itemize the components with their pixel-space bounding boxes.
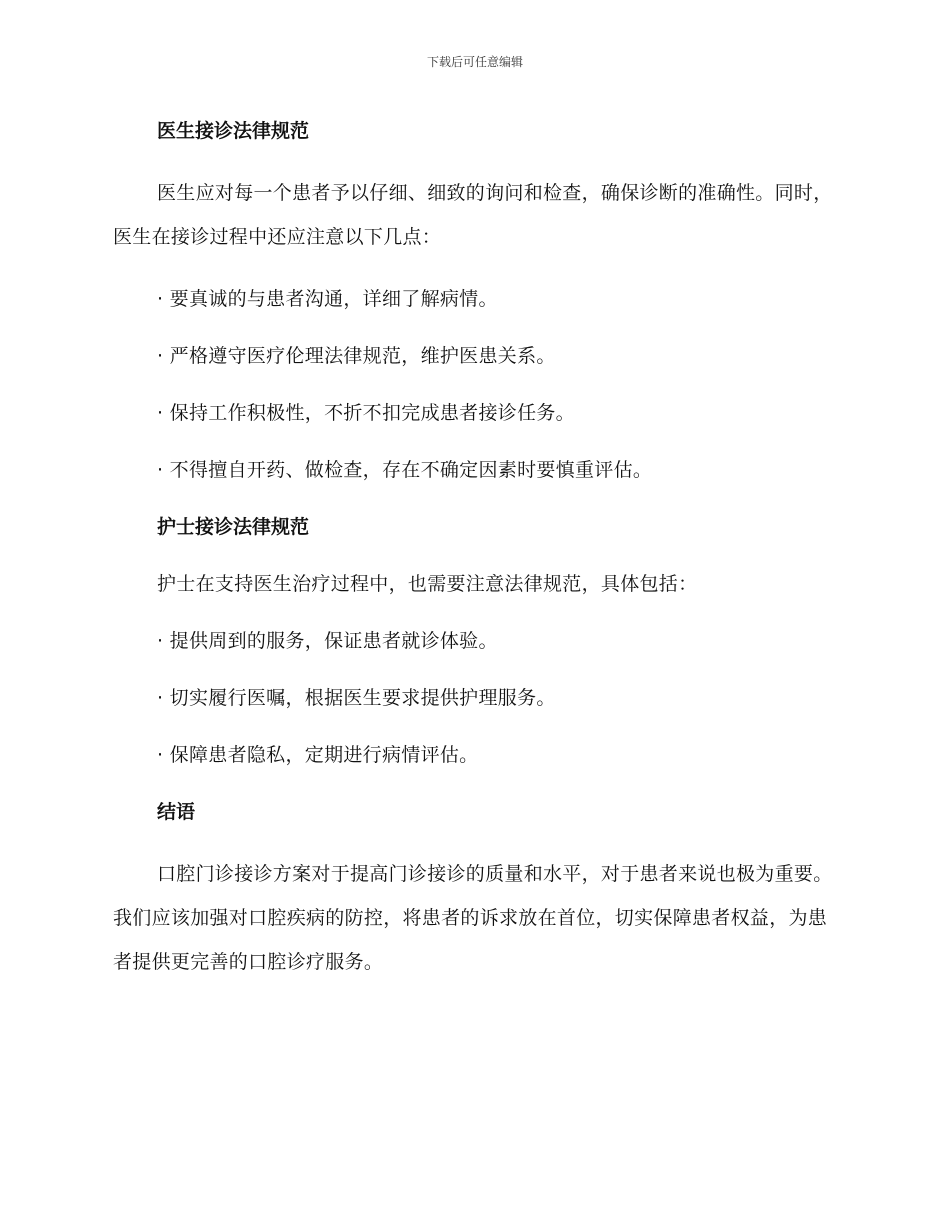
bullet-item: · 要真诚的与患者沟通，详细了解病情。	[157, 288, 498, 310]
section-heading-nurse: 护士接诊法律规范	[157, 516, 310, 538]
paragraph-doctor-intro: 医生应对每一个患者予以仔细、细致的询问和检查，确保诊断的准确性。同时，医生在接诊过程中还应注意以下几点：	[113, 182, 833, 248]
bullet-item: · 保持工作积极性，不折不扣完成患者接诊任务。	[157, 402, 575, 424]
paragraph-conclusion: 口腔门诊接诊方案对于提高门诊接诊的质量和水平，对于患者来说也极为重要。我们应该加强对口腔疾病的防控，将患者的诉求放在首位，切实保障患者权益，为患者提供更完善的口腔诊疗服务。	[113, 863, 833, 973]
bullet-item: · 切实履行医嘱，根据医生要求提供护理服务。	[157, 687, 556, 709]
document-body	[113, 114, 833, 1007]
section-heading-doctor: 医生接诊法律规范	[157, 120, 310, 142]
page-header: 下载后可任意编辑	[426, 55, 523, 69]
section-heading-conclusion: 结语	[157, 801, 196, 823]
paragraph-nurse-intro: 护士在支持医生治疗过程中，也需要注意法律规范，具体包括：	[157, 573, 698, 595]
bullet-item: · 严格遵守医疗伦理法律规范，维护医患关系。	[157, 345, 556, 367]
bullet-item: · 不得擅自开药、做检查，存在不确定因素时要慎重评估。	[157, 459, 653, 481]
bullet-item: · 保障患者隐私，定期进行病情评估。	[157, 744, 479, 766]
bullet-item: · 提供周到的服务，保证患者就诊体验。	[157, 630, 498, 652]
